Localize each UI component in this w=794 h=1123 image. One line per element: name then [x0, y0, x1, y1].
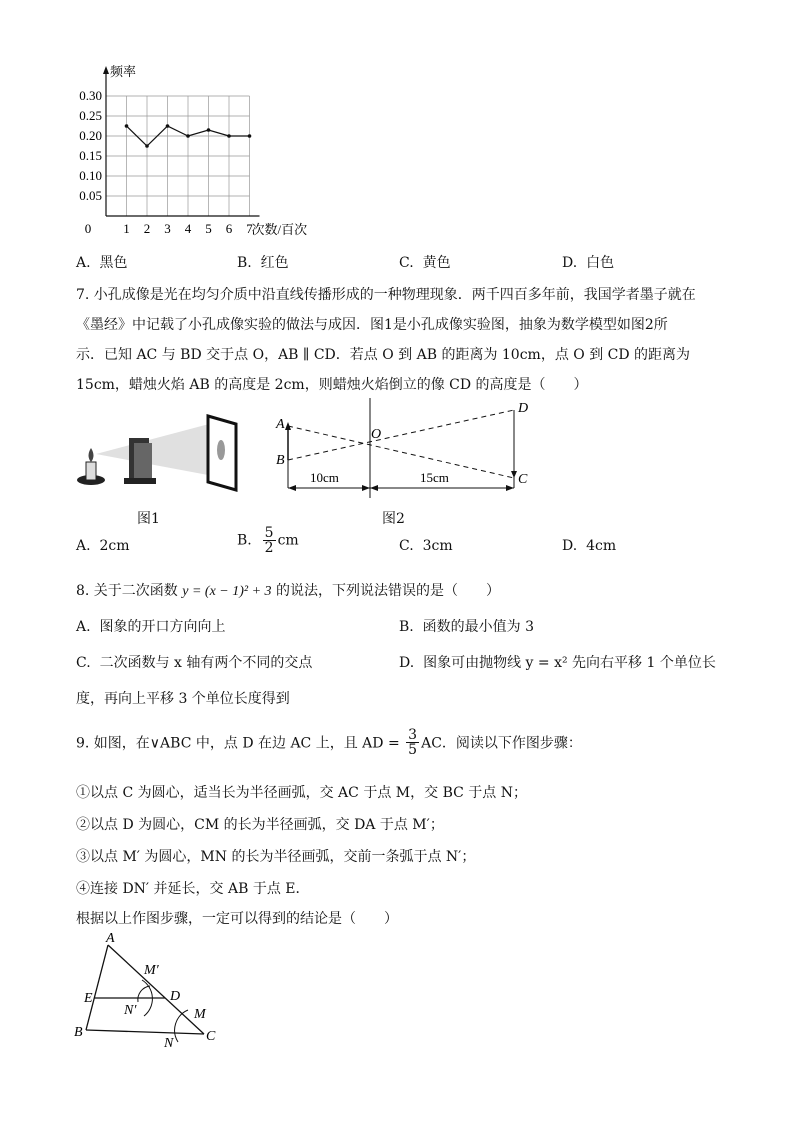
x-tick-label: 0	[84, 221, 92, 236]
x-tick-label: 1	[123, 221, 130, 236]
x-tick-label: 2	[143, 221, 151, 236]
q9-conclusion: 根据以上作图步骤，一定可以得到的结论是（ ）	[76, 911, 398, 927]
y-axis-arrow	[103, 66, 109, 74]
y-axis-label: 频率	[110, 64, 137, 79]
q9-stem-suffix: AC．阅读以下作图步骤：	[421, 735, 582, 752]
chart-grid	[106, 96, 250, 216]
q9-step-4: ④连接 DN′ 并延长，交 AB 于点 E．	[76, 881, 310, 897]
q7-option-a[interactable]	[76, 538, 130, 554]
data-point	[186, 134, 190, 138]
y-tick-label: 0.10	[79, 168, 102, 183]
point-b-label: B	[74, 1025, 83, 1040]
q7-option-d[interactable]	[562, 538, 616, 554]
point-m-prime-label: M′	[144, 963, 159, 978]
q7-option-b[interactable]	[237, 526, 299, 555]
q6-option-d[interactable]	[562, 252, 614, 272]
data-point	[207, 128, 211, 132]
option-text: 2cm	[99, 538, 130, 554]
point-a-label: A	[276, 417, 285, 432]
frequency-line-chart	[60, 60, 350, 240]
option-letter: D.	[562, 538, 578, 554]
q8-stem	[76, 580, 500, 600]
option-text: 红色	[260, 255, 289, 271]
point-m-label: M	[194, 1007, 206, 1022]
q8-option-d-continued: 度，再向上平移 3 个单位长度得到	[76, 691, 290, 707]
distance-15cm-label: 15cm	[420, 470, 449, 485]
data-point	[248, 134, 252, 138]
q7-stem-line-3: 示．已知 AC 与 BD 交于点 O，AB ∥ CD．若点 O 到 AB 的距离为 10cm，点 O 到 CD 的距离为	[76, 347, 691, 363]
x-tick-label: 5	[205, 221, 212, 236]
option-text: 图象的开口方向向上	[99, 619, 226, 635]
q6-option-b[interactable]	[237, 252, 289, 272]
q8-option-b[interactable]	[399, 616, 534, 636]
q7-stem-line-1: 7. 小孔成像是光在均匀介质中沿直线传播形成的一种物理现象．两千四百多年前，我国学者墨子就在	[76, 287, 696, 303]
option-letter: B.	[237, 532, 252, 549]
option-text: 3cm	[422, 538, 453, 554]
option-text: 图象可由抛物线 y = x² 先向右平移 1 个单位长	[423, 655, 716, 671]
q8-formula: y = (x − 1)² + 3	[182, 584, 272, 599]
data-point	[166, 124, 170, 128]
option-letter: A.	[76, 255, 91, 271]
q7-option-c[interactable]	[399, 538, 453, 554]
option-letter: A.	[76, 619, 91, 635]
q7-stem-line-4: 15cm，蜡烛火焰 AB 的高度是 2cm，则蜡烛火焰倒立的像 CD 的高度是（ ）	[76, 377, 588, 393]
point-n-label: N	[164, 1036, 174, 1050]
point-n-prime-label: N′	[124, 1003, 137, 1018]
y-tick-label: 0.20	[79, 128, 102, 143]
point-c-label: C	[518, 472, 528, 487]
q8-option-d[interactable]	[399, 652, 716, 672]
data-point	[145, 144, 149, 148]
option-text: 二次函数与 x 轴有两个不同的交点	[99, 655, 313, 671]
option-letter: C.	[399, 538, 414, 554]
option-text: 黑色	[99, 255, 128, 271]
pinhole-geometry-figure	[270, 398, 540, 506]
pinhole-board-icon	[124, 438, 156, 484]
q9-stem-prefix: 9. 如图，在∨ABC 中，点 D 在边 AC 上，且 AD =	[76, 735, 400, 752]
x-tick-label: 7	[246, 221, 253, 236]
option-unit: cm	[277, 532, 299, 549]
q9-step-3: ③以点 M′ 为圆心，MN 的长为半径画弧，交前一条弧于点 N′；	[76, 849, 476, 865]
q6-option-a[interactable]	[76, 252, 127, 272]
option-text: 黄色	[422, 255, 451, 271]
y-tick-label: 0.05	[79, 188, 102, 203]
fig1-caption: 图1	[137, 511, 160, 527]
y-tick-label: 0.30	[79, 88, 102, 103]
fraction-three-fifths: $\frac{3}{5}$	[408, 727, 418, 758]
option-letter: A.	[76, 538, 91, 554]
option-letter: D.	[399, 655, 415, 671]
option-letter: C.	[399, 255, 414, 271]
x-axis-label: 次数/百次	[251, 222, 308, 237]
fraction-five-halves: $\frac{5}{2}$	[264, 525, 274, 556]
option-text: 4cm	[586, 538, 617, 554]
option-letter: B.	[399, 619, 414, 635]
point-d-label: D	[170, 989, 181, 1004]
q9-step-1: ①以点 C 为圆心，适当长为半径画弧，交 AC 于点 M，交 BC 于点 N；	[76, 785, 527, 801]
point-a-label: A	[106, 931, 115, 946]
q8-stem-suffix: 的说法，下列说法错误的是（ ）	[271, 583, 501, 599]
q7-stem-line-2: 《墨经》中记载了小孔成像实验的做法与成因．图1是小孔成像实验图，抽象为数学模型如图2所	[76, 317, 668, 333]
point-b-label: B	[276, 453, 285, 468]
y-tick-label: 0.25	[79, 108, 102, 123]
q8-stem-prefix: 8. 关于二次函数	[76, 583, 183, 599]
triangle-construction-figure	[70, 930, 230, 1050]
data-point	[125, 124, 129, 128]
point-d-label: D	[518, 401, 529, 416]
data-point	[227, 134, 231, 138]
q9-step-2: ②以点 D 为圆心，CM 的长为半径画弧，交 DA 于点 M′；	[76, 817, 444, 833]
point-e-label: E	[84, 991, 93, 1006]
option-text: 函数的最小值为 3	[422, 619, 535, 635]
option-letter: D.	[562, 255, 578, 271]
point-c-label: C	[206, 1029, 216, 1044]
q8-option-a[interactable]	[76, 616, 225, 636]
x-tick-label: 3	[164, 221, 171, 236]
pinhole-experiment-figure	[74, 408, 244, 498]
point-o-label: O	[371, 427, 382, 442]
q6-option-c[interactable]	[399, 252, 451, 272]
x-tick-label: 6	[225, 221, 233, 236]
distance-10cm-label: 10cm	[310, 470, 339, 485]
q8-option-c[interactable]	[76, 652, 312, 672]
screen-icon	[208, 416, 236, 490]
fig2-caption: 图2	[382, 511, 405, 527]
option-letter: C.	[76, 655, 91, 671]
q9-stem	[76, 728, 582, 757]
option-letter: B.	[237, 255, 252, 271]
x-tick-label: 4	[184, 221, 192, 236]
y-tick-label: 0.15	[79, 148, 102, 163]
chart-tick-labels	[79, 88, 253, 236]
option-text: 白色	[586, 255, 615, 271]
